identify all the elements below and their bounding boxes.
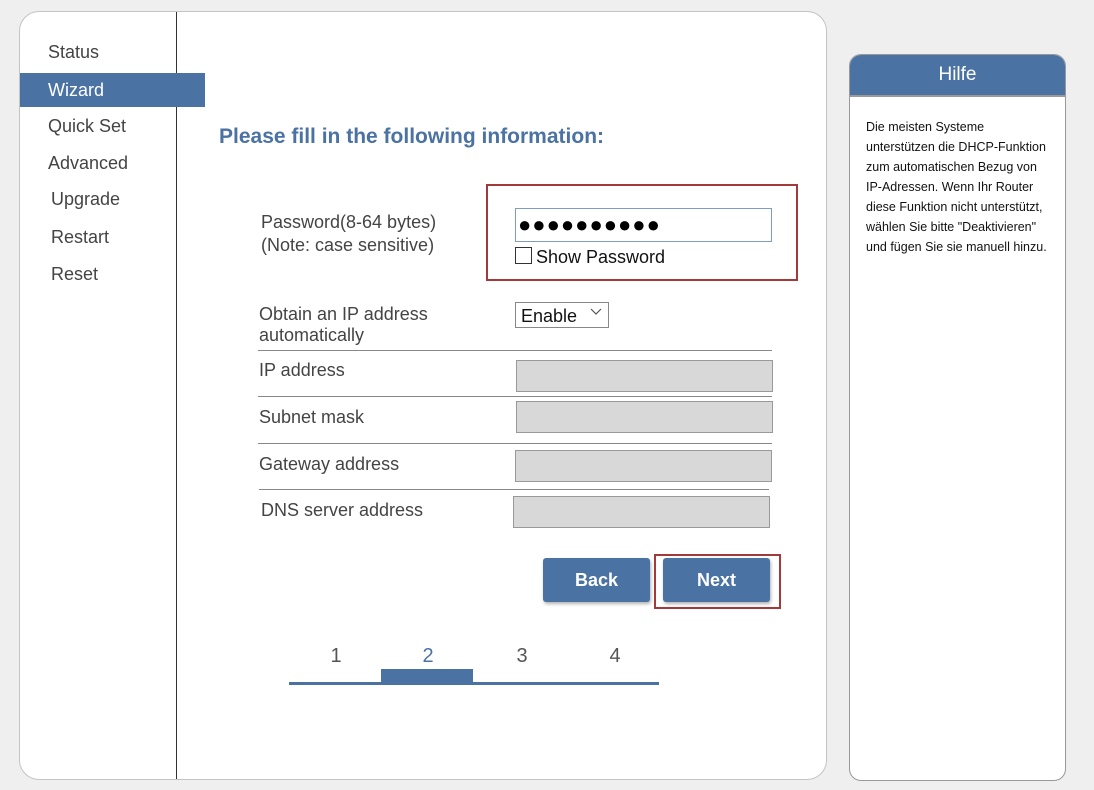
row-divider: [259, 489, 769, 490]
progress-indicator: [381, 669, 473, 684]
chevron-down-icon: [590, 308, 602, 316]
sidebar-item-status[interactable]: Status: [48, 42, 100, 62]
step-3: 3: [516, 645, 528, 667]
step-2: 2: [422, 645, 434, 667]
help-title: Hilfe: [850, 55, 1065, 97]
help-panel: [849, 54, 1066, 781]
dns-server-label: DNS server address: [261, 500, 424, 520]
sidebar-item-restart[interactable]: Restart: [51, 227, 110, 247]
back-button[interactable]: Back: [543, 558, 650, 602]
show-password-checkbox[interactable]: [515, 247, 532, 264]
subnet-mask-label: Subnet mask: [259, 407, 365, 427]
sidebar: [20, 12, 177, 779]
step-4: 4: [609, 645, 621, 667]
password-label: Password(8-64 bytes): [261, 212, 437, 232]
password-input[interactable]: ●●●●●●●●●●: [515, 208, 772, 242]
progress-track: [289, 682, 659, 685]
ip-address-input[interactable]: [516, 360, 773, 392]
obtain-ip-select-value: Enable: [521, 306, 578, 326]
sidebar-item-upgrade[interactable]: Upgrade: [51, 189, 121, 209]
sidebar-item-wizard[interactable]: Wizard: [20, 73, 205, 107]
gateway-address-label: Gateway address: [259, 454, 400, 474]
next-button[interactable]: Next: [663, 558, 770, 602]
password-note: (Note: case sensitive): [261, 235, 435, 255]
row-divider: [258, 396, 772, 397]
ip-address-label: IP address: [259, 360, 345, 380]
help-text: Die meisten Systeme unterstützen die DHCP-Funktion zum automatischen Bezug von IP-Adressen. Wenn Ihr Router diese Funktion nicht unterstützt, wählen Sie bitte "Deaktivieren" und fügen Sie sie manuell hinzu.: [866, 120, 1047, 254]
wizard-content: [177, 12, 826, 779]
obtain-ip-select[interactable]: [515, 302, 609, 328]
row-divider: [258, 443, 772, 444]
sidebar-item-reset[interactable]: Reset: [51, 264, 99, 284]
page-title: Please fill in the following information:: [219, 125, 605, 148]
show-password-label[interactable]: Show Password: [536, 247, 666, 267]
obtain-ip-label-line1: Obtain an IP address: [259, 304, 428, 324]
gateway-address-input[interactable]: [515, 450, 772, 482]
row-divider: [258, 350, 772, 351]
obtain-ip-label-line2: automatically: [259, 325, 365, 345]
sidebar-item-advanced[interactable]: Advanced: [48, 153, 129, 173]
sidebar-item-quick-set[interactable]: Quick Set: [48, 116, 127, 136]
step-1: 1: [330, 645, 342, 667]
main-panel: [19, 11, 827, 780]
subnet-mask-input[interactable]: [516, 401, 773, 433]
dns-server-input[interactable]: [513, 496, 770, 528]
